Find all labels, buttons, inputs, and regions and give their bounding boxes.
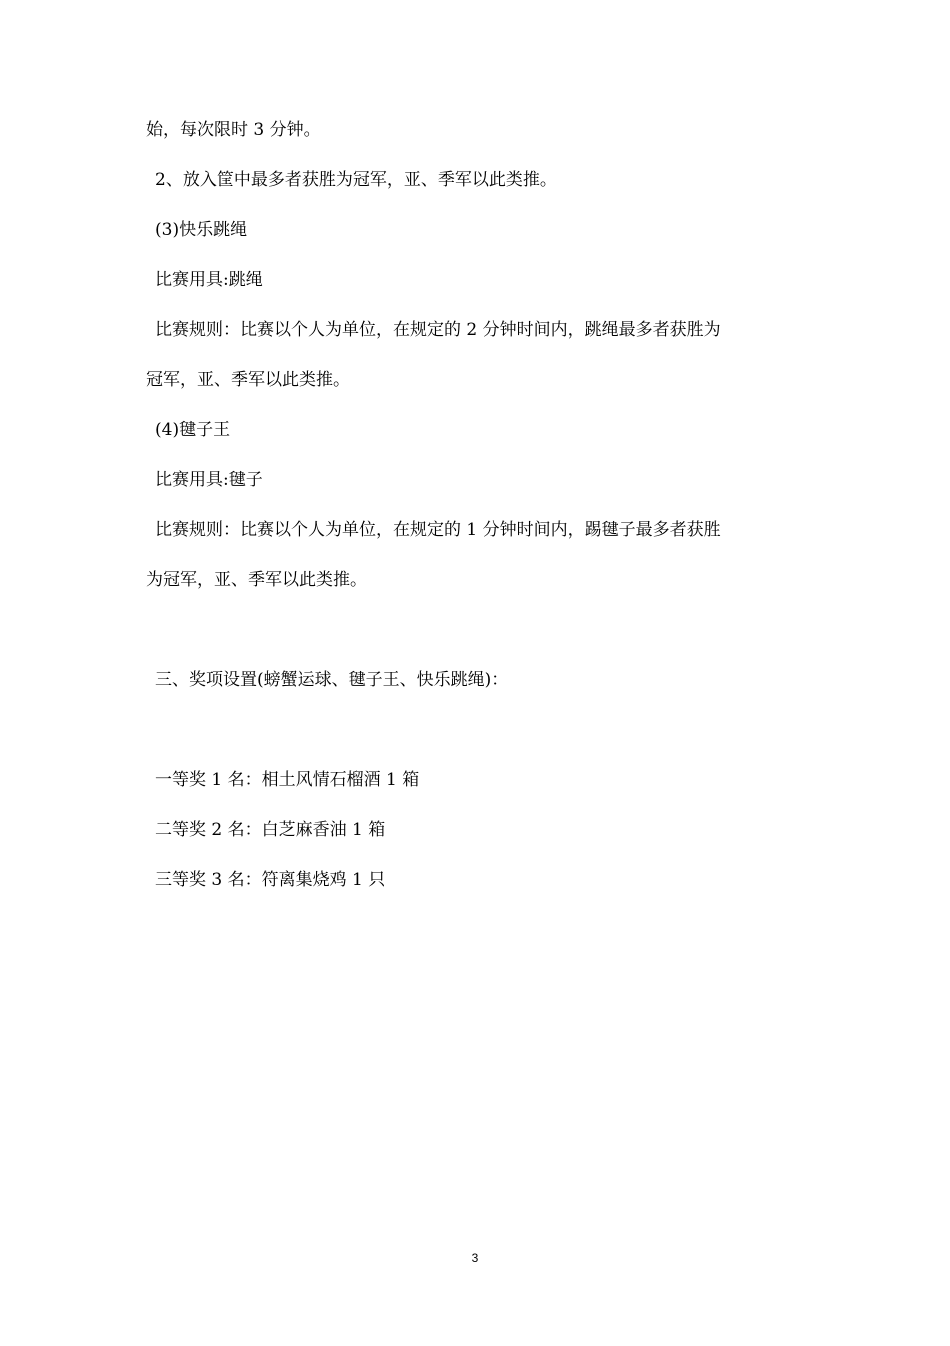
paragraph-line: 比赛规则：比赛以个人为单位，在规定的 1 分钟时间内，踢毽子最多者获胜 (155, 520, 721, 540)
paragraph-line: 比赛规则：比赛以个人为单位，在规定的 2 分钟时间内，跳绳最多者获胜为 (155, 320, 721, 340)
prize-line: 一等奖 1 名：相土风情石榴酒 1 箱 (155, 770, 420, 790)
section-heading: (3)快乐跳绳 (155, 220, 248, 240)
section-heading: 三、奖项设置(螃蟹运球、毽子王、快乐跳绳)： (155, 670, 509, 690)
paragraph-line: 为冠军，亚、季军以此类推。 (146, 570, 367, 590)
paragraph-line: 冠军，亚、季军以此类推。 (146, 370, 350, 390)
paragraph-line: 始，每次限时 3 分钟。 (146, 120, 321, 140)
paragraph-line: 比赛用具:跳绳 (155, 270, 263, 290)
section-heading: (4)毽子王 (155, 420, 231, 440)
prize-line: 三等奖 3 名：符离集烧鸡 1 只 (155, 870, 386, 890)
paragraph-line: 2、放入筐中最多者获胜为冠军，亚、季军以此类推。 (155, 170, 557, 190)
paragraph-line: 比赛用具:毽子 (155, 470, 263, 490)
page-number: 3 (471, 1251, 479, 1265)
prize-line: 二等奖 2 名：白芝麻香油 1 箱 (155, 820, 386, 840)
